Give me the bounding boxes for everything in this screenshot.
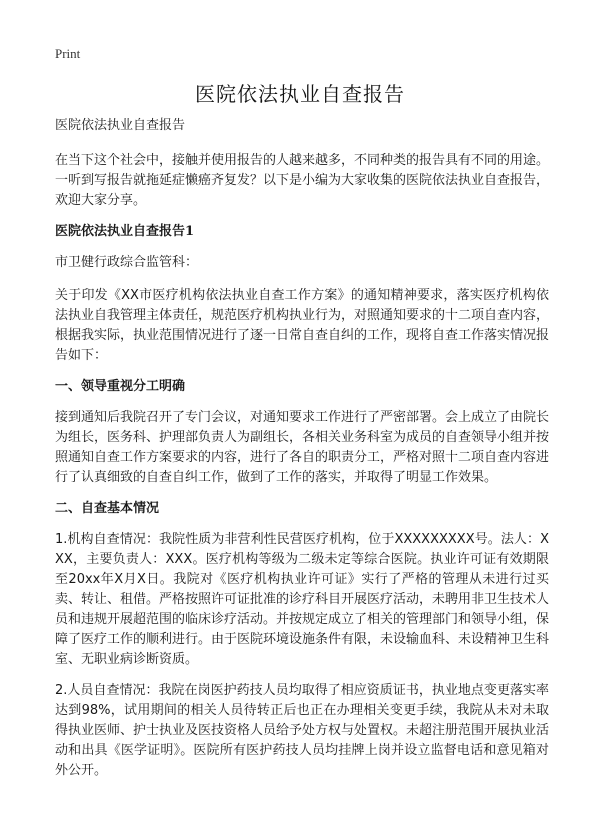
intro-paragraph: 在当下这个社会中，接触并使用报告的人越来越多，不同种类的报告具有不同的用途。一听到写报告就拖延症懒癌齐复发？以下是小编为大家收集的医院依法执业自查报告，欢迎大家分享。 — [55, 153, 550, 208]
document-body — [55, 116, 549, 792]
opening-paragraph: 关于印发《XX市医疗机构依法执业自查工作方案》的通知精神要求，落实医疗机构依法执业自我管理主体责任，规范医疗机构执业行为，对照通知要求的十二项自查内容，根据我实际，执业范围情况进行了逐一日常自查自纠的工作，现将自查工作落实情况报告如下： — [55, 288, 550, 363]
page-title: 医院依法执业自查报告 — [195, 82, 405, 106]
section2-item2: 2.人员自查情况：我院在岗医护药技人员均取得了相应资质证书，执业地点变更落实率达到98%，试用期间的相关人员待转正后也正在办理相关变更手续，我院从未对未取得执业医师、护士执业及医技资格人员给予处方权与处置权。未超注册范围开展执业活动和出具《医学证明》。医院所有医护药技人员均挂牌上岗并设立监督电话和意见箱对外公开。 — [55, 683, 550, 778]
document-subtitle: 医院依法执业自查报告 — [55, 118, 186, 133]
section1-body: 接到通知后我院召开了专门会议，对通知要求工作进行了严密部署。会上成立了由院长为组长，医务科、护理部负责人为副组长，各相关业务科室为成员的自查领导小组并按照通知自查工作方案要求的内容，进行了各自的职责分工，严格对照十二项自查内容进行了认真细致的自查自纠工作，做到了工作的落实，并取得了明显工作效果。 — [55, 410, 550, 485]
print-label: Print — [55, 46, 81, 61]
salutation: 市卫健行政综合监管科： — [55, 255, 199, 270]
report-heading: 医院依法执业自查报告1 — [55, 224, 195, 239]
section2-heading: 二、自查基本情况 — [55, 501, 160, 516]
section1-heading: 一、领导重视分工明确 — [55, 379, 186, 394]
section2-item1: 1.机构自查情况：我院性质为非营利性民营医疗机构，位于XXXXXXXXX号。法人：XXX，主要负责人：XXX。医疗机构等级为二级未定等综合医院。执业许可证有效期限至20xx年X月X日。我院对《医疗机构执业许可证》实行了严格的管理从未进行过买卖、转让、租借。严格按照许可证批准的诊疗科目开展医疗活动，未聘用非卫生技术人员和违规开展超范围的临床诊疗活动。并按规定成立了相关的管理部门和领导小组，保障了医疗工作的顺利进行。由于医院环境设施条件有限，未设输血科、未设精神卫生科室、无职业病诊断资质。 — [55, 532, 550, 667]
